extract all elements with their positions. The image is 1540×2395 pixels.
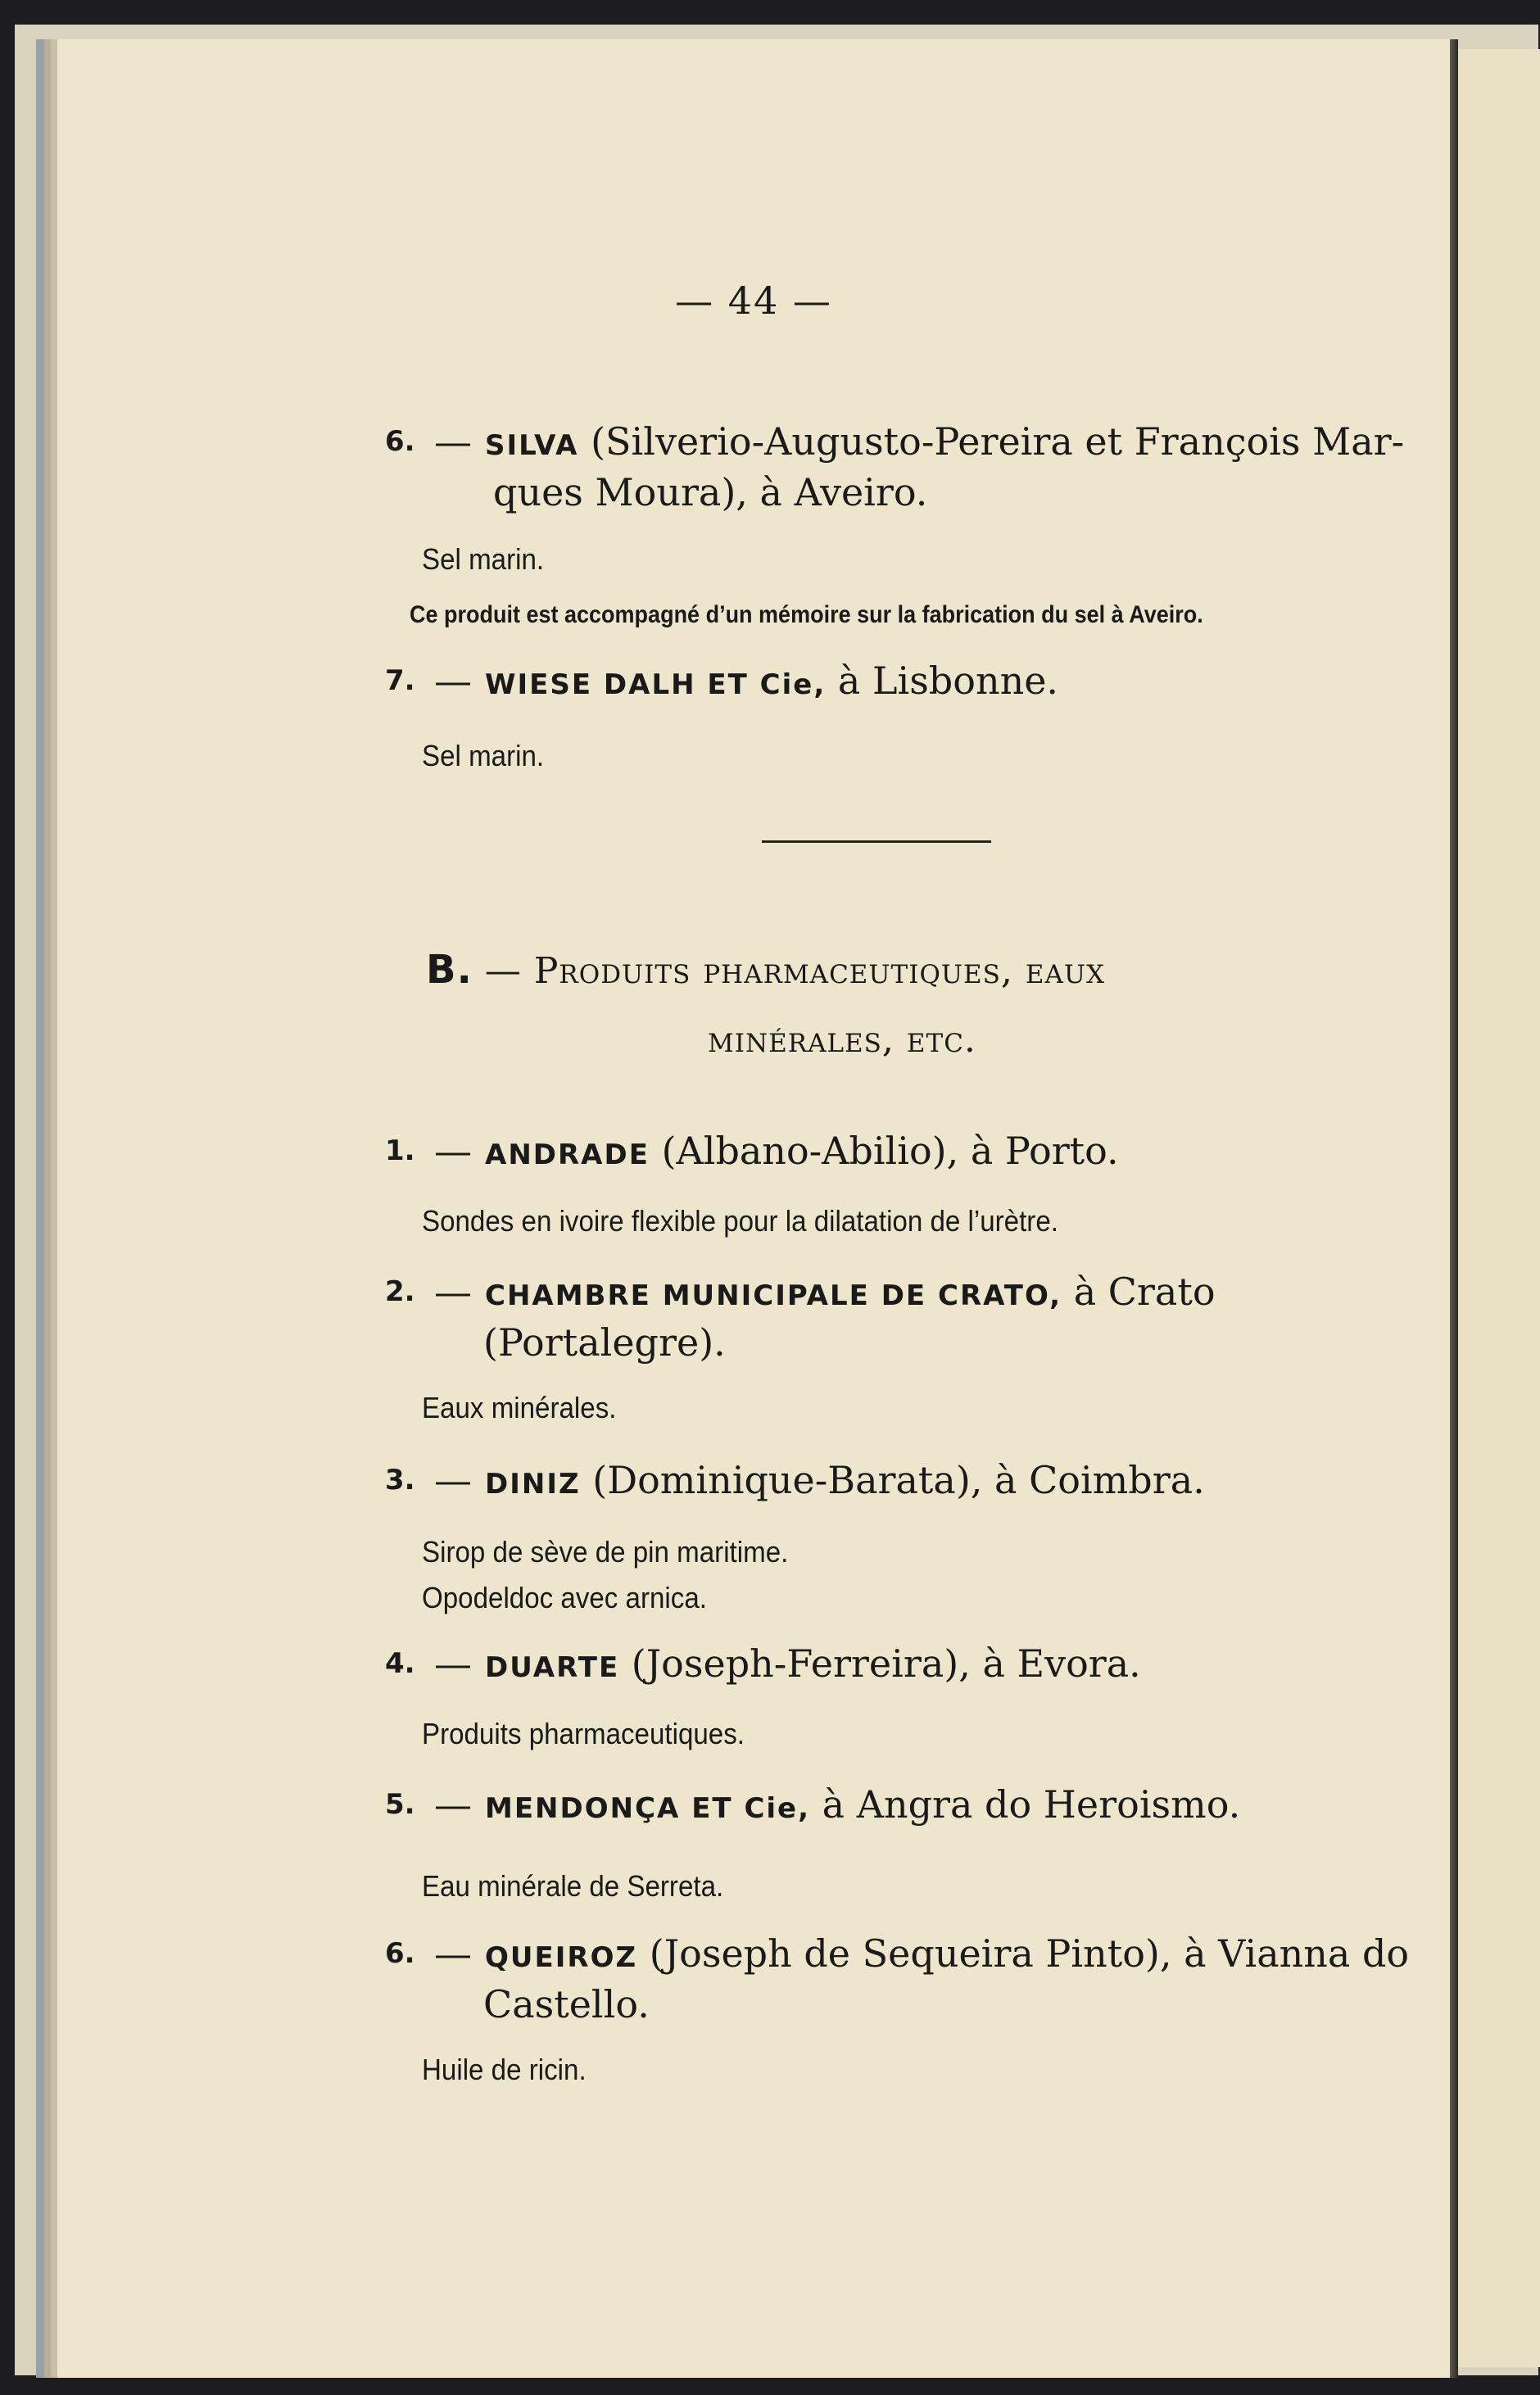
entry-line — [434, 1928, 1409, 1983]
product-line: Huile de ricin. — [422, 2053, 587, 2086]
facing-page-edge — [1458, 49, 1540, 2367]
entry-number: 7. — [385, 664, 415, 697]
exhibitor-name: ANDRADE — [485, 1139, 650, 1171]
product-line: Sondes en ivoire flexible pour la dilatation de l’urètre. — [422, 1204, 1058, 1238]
exhibitor-name: QUEIROZ — [485, 1941, 638, 1974]
entry-number: 1. — [385, 1134, 415, 1167]
entry-number: 6. — [385, 1937, 415, 1970]
exhibitor-details: (Albano-Abilio), à Porto. — [661, 1129, 1119, 1173]
entry-dash: — — [434, 1270, 472, 1314]
entry-line — [434, 655, 1058, 710]
product-line: Sel marin. — [422, 542, 545, 576]
exhibitor-details-cont: Castello. — [483, 1982, 650, 2026]
section-title: Produits pharmaceutiques, eaux — [533, 950, 1106, 992]
entry-dash: — — [434, 659, 472, 703]
product-line: Sel marin. — [422, 739, 545, 772]
entry-dash: — — [434, 1129, 472, 1173]
page-content — [57, 39, 1450, 2378]
section-separator — [762, 840, 991, 843]
exhibitor-details: (Joseph-Ferreira), à Evora. — [631, 1641, 1141, 1686]
entry-dash: — — [434, 1782, 472, 1827]
product-line: Produits pharmaceutiques. — [422, 1717, 745, 1750]
entry-number: 5. — [385, 1788, 415, 1821]
entry-line — [434, 1125, 1119, 1180]
exhibitor-name: SILVA — [485, 429, 579, 462]
product-line: Eau minérale de Serreta. — [422, 1869, 724, 1903]
exhibitor-name: WIESE DALH ET Cie, — [485, 668, 827, 701]
exhibitor-details: à Angra do Heroismo. — [822, 1782, 1241, 1827]
book-page — [57, 39, 1450, 2378]
entry-number: 2. — [385, 1275, 415, 1308]
exhibitor-details-cont: (Portalegre). — [483, 1320, 726, 1365]
entry-line — [434, 1266, 1216, 1321]
exhibitor-details: (Joseph de Sequeira Pinto), à Vianna do — [649, 1931, 1410, 1976]
exhibitor-details: (Silverio-Augusto-Pereira et François Mar- — [591, 419, 1405, 464]
exhibitor-name: DINIZ — [485, 1468, 581, 1501]
exhibitor-name: CHAMBRE MUNICIPALE DE CRATO, — [485, 1279, 1062, 1312]
exhibitor-details: à Lisbonne. — [837, 659, 1059, 703]
section-title-line1 — [426, 940, 1105, 1001]
exhibitor-name: DUARTE — [485, 1651, 620, 1684]
page-number: — 44 — — [675, 278, 832, 323]
product-line: Sirop de sève de pin maritime. — [422, 1535, 789, 1569]
exhibitor-details-cont: ques Moura), à Aveiro. — [493, 470, 928, 514]
entry-dash: — — [434, 1641, 472, 1686]
product-note: Ce produit est accompagné d’un mémoire sur la fabrication du sel à Aveiro. — [410, 601, 1203, 628]
section-letter: B. — [426, 947, 473, 993]
entry-line — [434, 1779, 1240, 1834]
entry-number: 6. — [385, 425, 415, 458]
exhibitor-name: MENDONÇA ET Cie, — [485, 1792, 811, 1825]
entry-line — [434, 416, 1404, 471]
exhibitor-details: à Crato — [1073, 1270, 1216, 1314]
section-title-line2: minérales, etc. — [708, 1019, 976, 1061]
entry-line — [434, 1455, 1205, 1510]
entry-number: 4. — [385, 1647, 415, 1680]
entry-line — [434, 1638, 1141, 1693]
entry-dash: — — [434, 419, 472, 464]
product-line: Opodeldoc avec arnica. — [422, 1581, 707, 1614]
entry-number: 3. — [385, 1464, 415, 1496]
product-line: Eaux minérales. — [422, 1391, 617, 1424]
section-dash: — — [484, 950, 522, 992]
exhibitor-details: (Dominique-Barata), à Coimbra. — [592, 1458, 1205, 1502]
entry-dash: — — [434, 1931, 472, 1976]
entry-dash: — — [434, 1458, 472, 1502]
